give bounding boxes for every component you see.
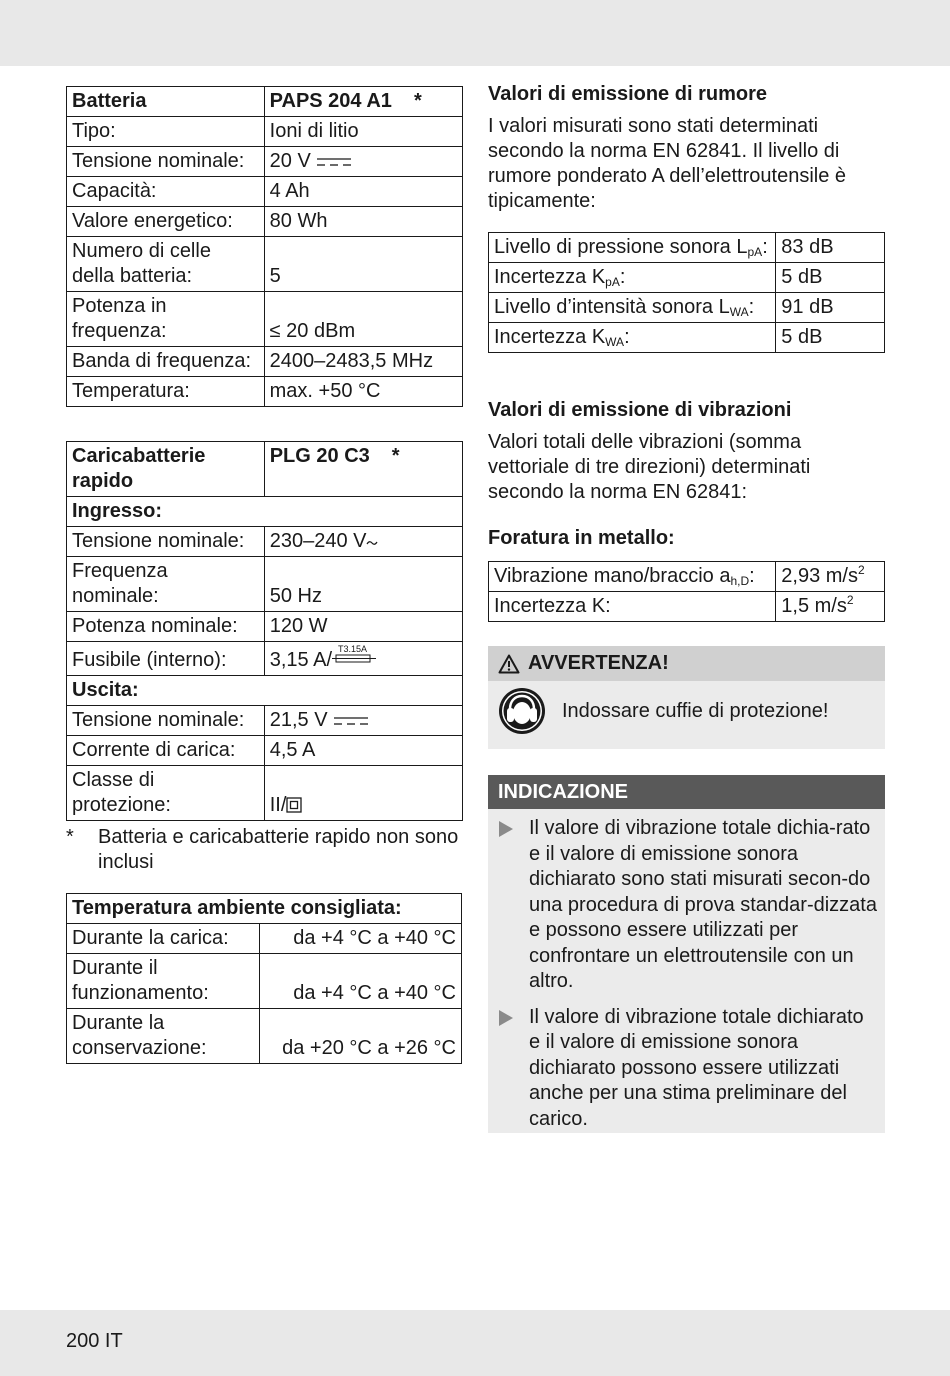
superscript: 2 [857, 563, 865, 577]
row-label: Tensione nominale: [67, 147, 265, 177]
row-value: 5 dB [776, 263, 885, 293]
table-row [489, 592, 885, 622]
subscript: WA [729, 305, 749, 319]
row-label [489, 592, 776, 622]
table-row [489, 562, 885, 592]
temperature-table [66, 893, 462, 1064]
row-value: Ioni di litio [264, 117, 462, 147]
table-row [67, 87, 463, 117]
table-row [67, 676, 463, 706]
hearing-protection-icon [498, 687, 546, 735]
double-insulation-icon [286, 797, 302, 813]
warning-text: Indossare cuffie di protezione! [562, 699, 829, 722]
label-text: Vibrazione mano/braccio a [494, 565, 731, 587]
table-header-cell: Caricabatterie rapido [67, 442, 265, 497]
header-band [0, 0, 950, 66]
row-label: Banda di frequenza: [67, 347, 265, 377]
note-header: INDICAZIONE [488, 775, 885, 809]
row-label: Durante il funzionamento: [67, 954, 260, 1009]
row-value [264, 766, 462, 821]
table-row [67, 292, 463, 347]
row-value: 2400–2483,5 MHz [264, 347, 462, 377]
table-header-cell [264, 442, 462, 497]
row-value [264, 642, 462, 676]
row-value: 50 Hz [264, 557, 462, 612]
row-label: Valore energetico: [67, 207, 265, 237]
row-value: max. +50 °C [264, 377, 462, 407]
table-row [67, 706, 463, 736]
row-value [776, 562, 885, 592]
table-header-cell [264, 87, 462, 117]
vibration-subheading: Foratura in metallo: [488, 527, 675, 549]
bullet-triangle-icon [499, 1010, 513, 1026]
footer-band [0, 1310, 950, 1376]
voltage-value: 20 V [269, 150, 311, 172]
table-row [67, 207, 463, 237]
noise-table [488, 232, 885, 353]
dc-symbol-icon [316, 157, 352, 167]
footnote-marker: * [391, 445, 400, 467]
noise-paragraph: I valori misurati sono stati determinati secondo la norma EN 62841. Il livello di rumore ponderato A dell’elettroutensile è tipicamente: [488, 115, 847, 212]
row-label: Fusibile (interno): [67, 642, 265, 676]
label-suffix: : [749, 565, 755, 587]
label-suffix: : [624, 326, 630, 348]
row-label: Temperatura: [67, 377, 265, 407]
row-value: da +20 °C a +26 °C [259, 1009, 461, 1064]
warning-header [488, 646, 885, 681]
table-row [67, 497, 463, 527]
row-label: Durante la carica: [67, 924, 260, 954]
battery-spec-table [66, 86, 463, 407]
row-label: Potenza in frequenza: [67, 292, 265, 347]
warning-box [488, 646, 885, 749]
footnote-text: Batteria e caricabatterie rapido non sono inclusi [98, 826, 459, 873]
row-label: Potenza nominale: [67, 612, 265, 642]
value-text: 1,5 m/s [781, 595, 847, 617]
row-value [264, 706, 462, 736]
page-number: 200 IT [66, 1330, 123, 1352]
row-value: 83 dB [776, 233, 885, 263]
ac-symbol-icon [366, 539, 378, 547]
label-text: Incertezza K [494, 266, 606, 288]
warning-body [488, 681, 885, 735]
table-row [489, 263, 885, 293]
row-label [489, 263, 776, 293]
table-row [67, 736, 463, 766]
section-title-input: Ingresso: [67, 497, 463, 527]
table-title: Temperatura ambiente consigliata: [67, 894, 462, 924]
row-value [264, 527, 462, 557]
label-text: Incertezza K [494, 326, 606, 348]
label-text: Incertezza K: [494, 595, 611, 617]
row-label: Tipo: [67, 117, 265, 147]
table-row [67, 147, 463, 177]
row-label: Capacità: [67, 177, 265, 207]
row-value: 5 dB [776, 323, 885, 353]
note-item [488, 1005, 885, 1133]
row-label: Frequenza nominale: [67, 557, 265, 612]
note-item-text: Il valore di vibrazione totale dichiarato e il valore di emissione sonora dichiarato possono essere utilizzati anche per una stima preliminare del carico. [529, 1005, 864, 1130]
row-value: 120 W [264, 612, 462, 642]
charger-spec-table [66, 441, 463, 821]
table-row [67, 527, 463, 557]
section-title-output: Uscita: [67, 676, 463, 706]
table-row [67, 377, 463, 407]
row-value: 4 Ah [264, 177, 462, 207]
row-value: 91 dB [776, 293, 885, 323]
label-suffix: : [748, 296, 755, 318]
table-row [67, 117, 463, 147]
footnote-marker: * [413, 90, 422, 112]
vibration-paragraph: Valori totali delle vibrazioni (somma vettoriale di tre direzioni) determinati secondo la norma EN 62841: [488, 431, 811, 503]
vibration-table [488, 561, 885, 622]
table-row [67, 642, 463, 676]
note-item [488, 816, 885, 995]
table-row [67, 347, 463, 377]
warning-triangle-icon [498, 654, 520, 674]
subscript: pA [605, 275, 620, 289]
row-value: 5 [264, 237, 462, 292]
warning-title: AVVERTENZA! [528, 652, 669, 674]
fuse-value: 3,15 A/ [269, 649, 332, 671]
noise-heading: Valori di emissione di rumore [488, 83, 767, 105]
row-label: Classe di protezione: [67, 766, 265, 821]
note-box [488, 775, 885, 1133]
label-text: Livello d’intensità sonora L [494, 296, 730, 318]
table-row [67, 1009, 462, 1064]
table-row [67, 766, 463, 821]
table-row [67, 557, 463, 612]
voltage-value: 21,5 V [269, 709, 328, 731]
voltage-value: 230–240 V [269, 530, 367, 552]
footnote-marker: * [66, 826, 74, 848]
table-row [67, 954, 462, 1009]
table-row [67, 442, 463, 497]
fuse-symbol-icon [332, 644, 376, 666]
protection-class-value: II/ [269, 794, 287, 816]
row-value [776, 592, 885, 622]
row-label: Durante la conservazione: [67, 1009, 260, 1064]
row-value: da +4 °C a +40 °C [259, 954, 461, 1009]
table-row [489, 323, 885, 353]
row-label [489, 233, 776, 263]
row-label: Numero di celle della batteria: [67, 237, 265, 292]
row-value: 80 Wh [264, 207, 462, 237]
row-label: Tensione nominale: [67, 527, 265, 557]
row-value [264, 147, 462, 177]
label-suffix: : [762, 236, 768, 258]
vibration-heading: Valori di emissione di vibrazioni [488, 399, 792, 421]
table-row [67, 924, 462, 954]
row-label [489, 293, 776, 323]
row-label [489, 562, 776, 592]
label-suffix: : [619, 266, 626, 288]
svg-text:T3.15A: T3.15A [338, 644, 368, 654]
row-value: 4,5 A [264, 736, 462, 766]
note-item-text: Il valore di vibrazione totale dichia-rato e il valore di emissione sonora dichiarato sono stati misurati secon-do una procedura di prova standar-dizzata e possono essere utilizzati per confrontare un elettroutensile con un altro. [529, 817, 877, 992]
table-row [489, 293, 885, 323]
label-text: Livello di pressione sonora L [494, 236, 748, 258]
subscript: pA [747, 245, 763, 259]
table-row [67, 894, 462, 924]
table-row [67, 612, 463, 642]
bullet-triangle-icon [499, 821, 513, 837]
table-row [67, 237, 463, 292]
model-label: PAPS 204 A1 [269, 90, 392, 112]
footnote [66, 825, 466, 875]
model-label: PLG 20 C3 [269, 445, 370, 467]
row-label: Tensione nominale: [67, 706, 265, 736]
subscript: h,D [730, 574, 750, 588]
table-header-cell: Batteria [67, 87, 265, 117]
row-label [489, 323, 776, 353]
dc-symbol-icon [333, 716, 369, 726]
row-value: ≤ 20 dBm [264, 292, 462, 347]
table-row [67, 177, 463, 207]
value-text: 2,93 m/s [781, 565, 858, 587]
table-row [489, 233, 885, 263]
superscript: 2 [846, 593, 854, 607]
subscript: WA [605, 335, 625, 349]
row-label: Corrente di carica: [67, 736, 265, 766]
row-value: da +4 °C a +40 °C [259, 924, 461, 954]
